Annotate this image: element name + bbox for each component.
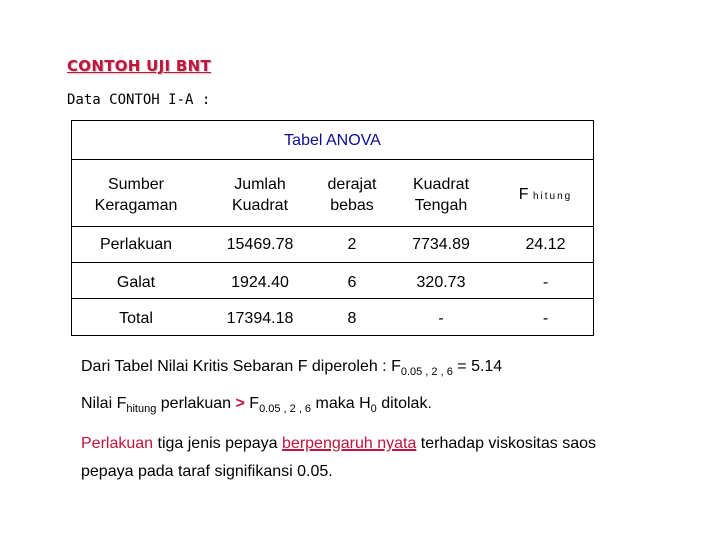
header-jumlah-kuadrat xyxy=(201,174,319,216)
conclusion-red-word: Perlakuan xyxy=(81,435,154,452)
row-galat-f: - xyxy=(542,274,549,291)
row-perlakuan-sumber: Perlakuan xyxy=(99,236,173,253)
header-jk-line1: Jumlah xyxy=(234,176,286,193)
decision-part3-sub: 0.05 , 2 , 6 xyxy=(259,403,312,416)
header-sumber-keragaman xyxy=(71,174,201,216)
header-kt-line1: Kuadrat xyxy=(412,176,470,193)
critical-value-sub: 0.05 , 2 , 6 xyxy=(400,366,453,379)
row-total-f: - xyxy=(542,310,549,327)
header-f-main: F xyxy=(518,186,529,203)
row-galat-db: 6 xyxy=(347,274,357,291)
decision-part4: maka H xyxy=(311,395,371,412)
critical-value-statement xyxy=(81,358,502,378)
header-f-hitung xyxy=(497,184,594,207)
critical-value-text: Dari Tabel Nilai Kritis Sebaran F diperoleh : F xyxy=(81,358,401,375)
decision-statement xyxy=(81,395,432,415)
row-galat-kt: 320.73 xyxy=(416,274,466,291)
page-heading: CONTOH UJI BNT xyxy=(67,57,212,75)
decision-part1-sub: hitung xyxy=(126,403,157,416)
row-perlakuan-jk: 15469.78 xyxy=(226,236,294,253)
row-total-sumber: Total xyxy=(119,310,153,327)
header-kt-line2: Tengah xyxy=(414,197,468,214)
row-perlakuan-kt: 7734.89 xyxy=(412,236,470,253)
data-subheading: Data CONTOH I-A : xyxy=(67,92,211,108)
decision-part1: Nilai F xyxy=(81,395,127,412)
header-divider xyxy=(71,226,594,227)
row-perlakuan-db: 2 xyxy=(347,236,357,253)
conclusion-underlined: berpengaruh nyata xyxy=(282,435,417,452)
decision-part4-sub: 0 xyxy=(370,403,377,416)
row-divider-2 xyxy=(71,298,594,299)
conclusion-tail: terhadap viskositas saos pepaya pada taraf signifikansi 0.05. xyxy=(81,435,597,480)
row-galat-jk: 1924.40 xyxy=(231,274,289,291)
header-jk-line2: Kuadrat xyxy=(231,197,289,214)
header-derajat-bebas xyxy=(319,174,385,216)
greater-than-sign: > xyxy=(235,395,245,412)
conclusion-mid: tiga jenis pepaya xyxy=(153,435,283,452)
header-kuadrat-tengah xyxy=(385,174,497,216)
conclusion-paragraph xyxy=(81,430,641,486)
row-divider-1 xyxy=(71,262,594,263)
decision-part2: perlakuan xyxy=(156,395,236,412)
anova-table xyxy=(71,120,594,336)
decision-part3: F xyxy=(244,395,260,412)
header-db-line2: bebas xyxy=(330,197,374,214)
critical-value-tail: = 5.14 xyxy=(452,358,503,375)
anova-table-title: Tabel ANOVA xyxy=(284,132,381,149)
header-f-sub: hitung xyxy=(532,191,573,202)
table-title-divider xyxy=(71,159,594,160)
row-total-jk: 17394.18 xyxy=(226,310,294,327)
row-total-db: 8 xyxy=(347,310,357,327)
row-perlakuan-f: 24.12 xyxy=(525,236,566,253)
header-sumber-line2: Keragaman xyxy=(94,197,178,214)
decision-part5: ditolak. xyxy=(376,395,432,412)
header-db-line1: derajat xyxy=(327,176,377,193)
row-galat-sumber: Galat xyxy=(116,274,156,291)
row-total-kt: - xyxy=(438,310,444,327)
header-sumber-line1: Sumber xyxy=(107,176,165,193)
